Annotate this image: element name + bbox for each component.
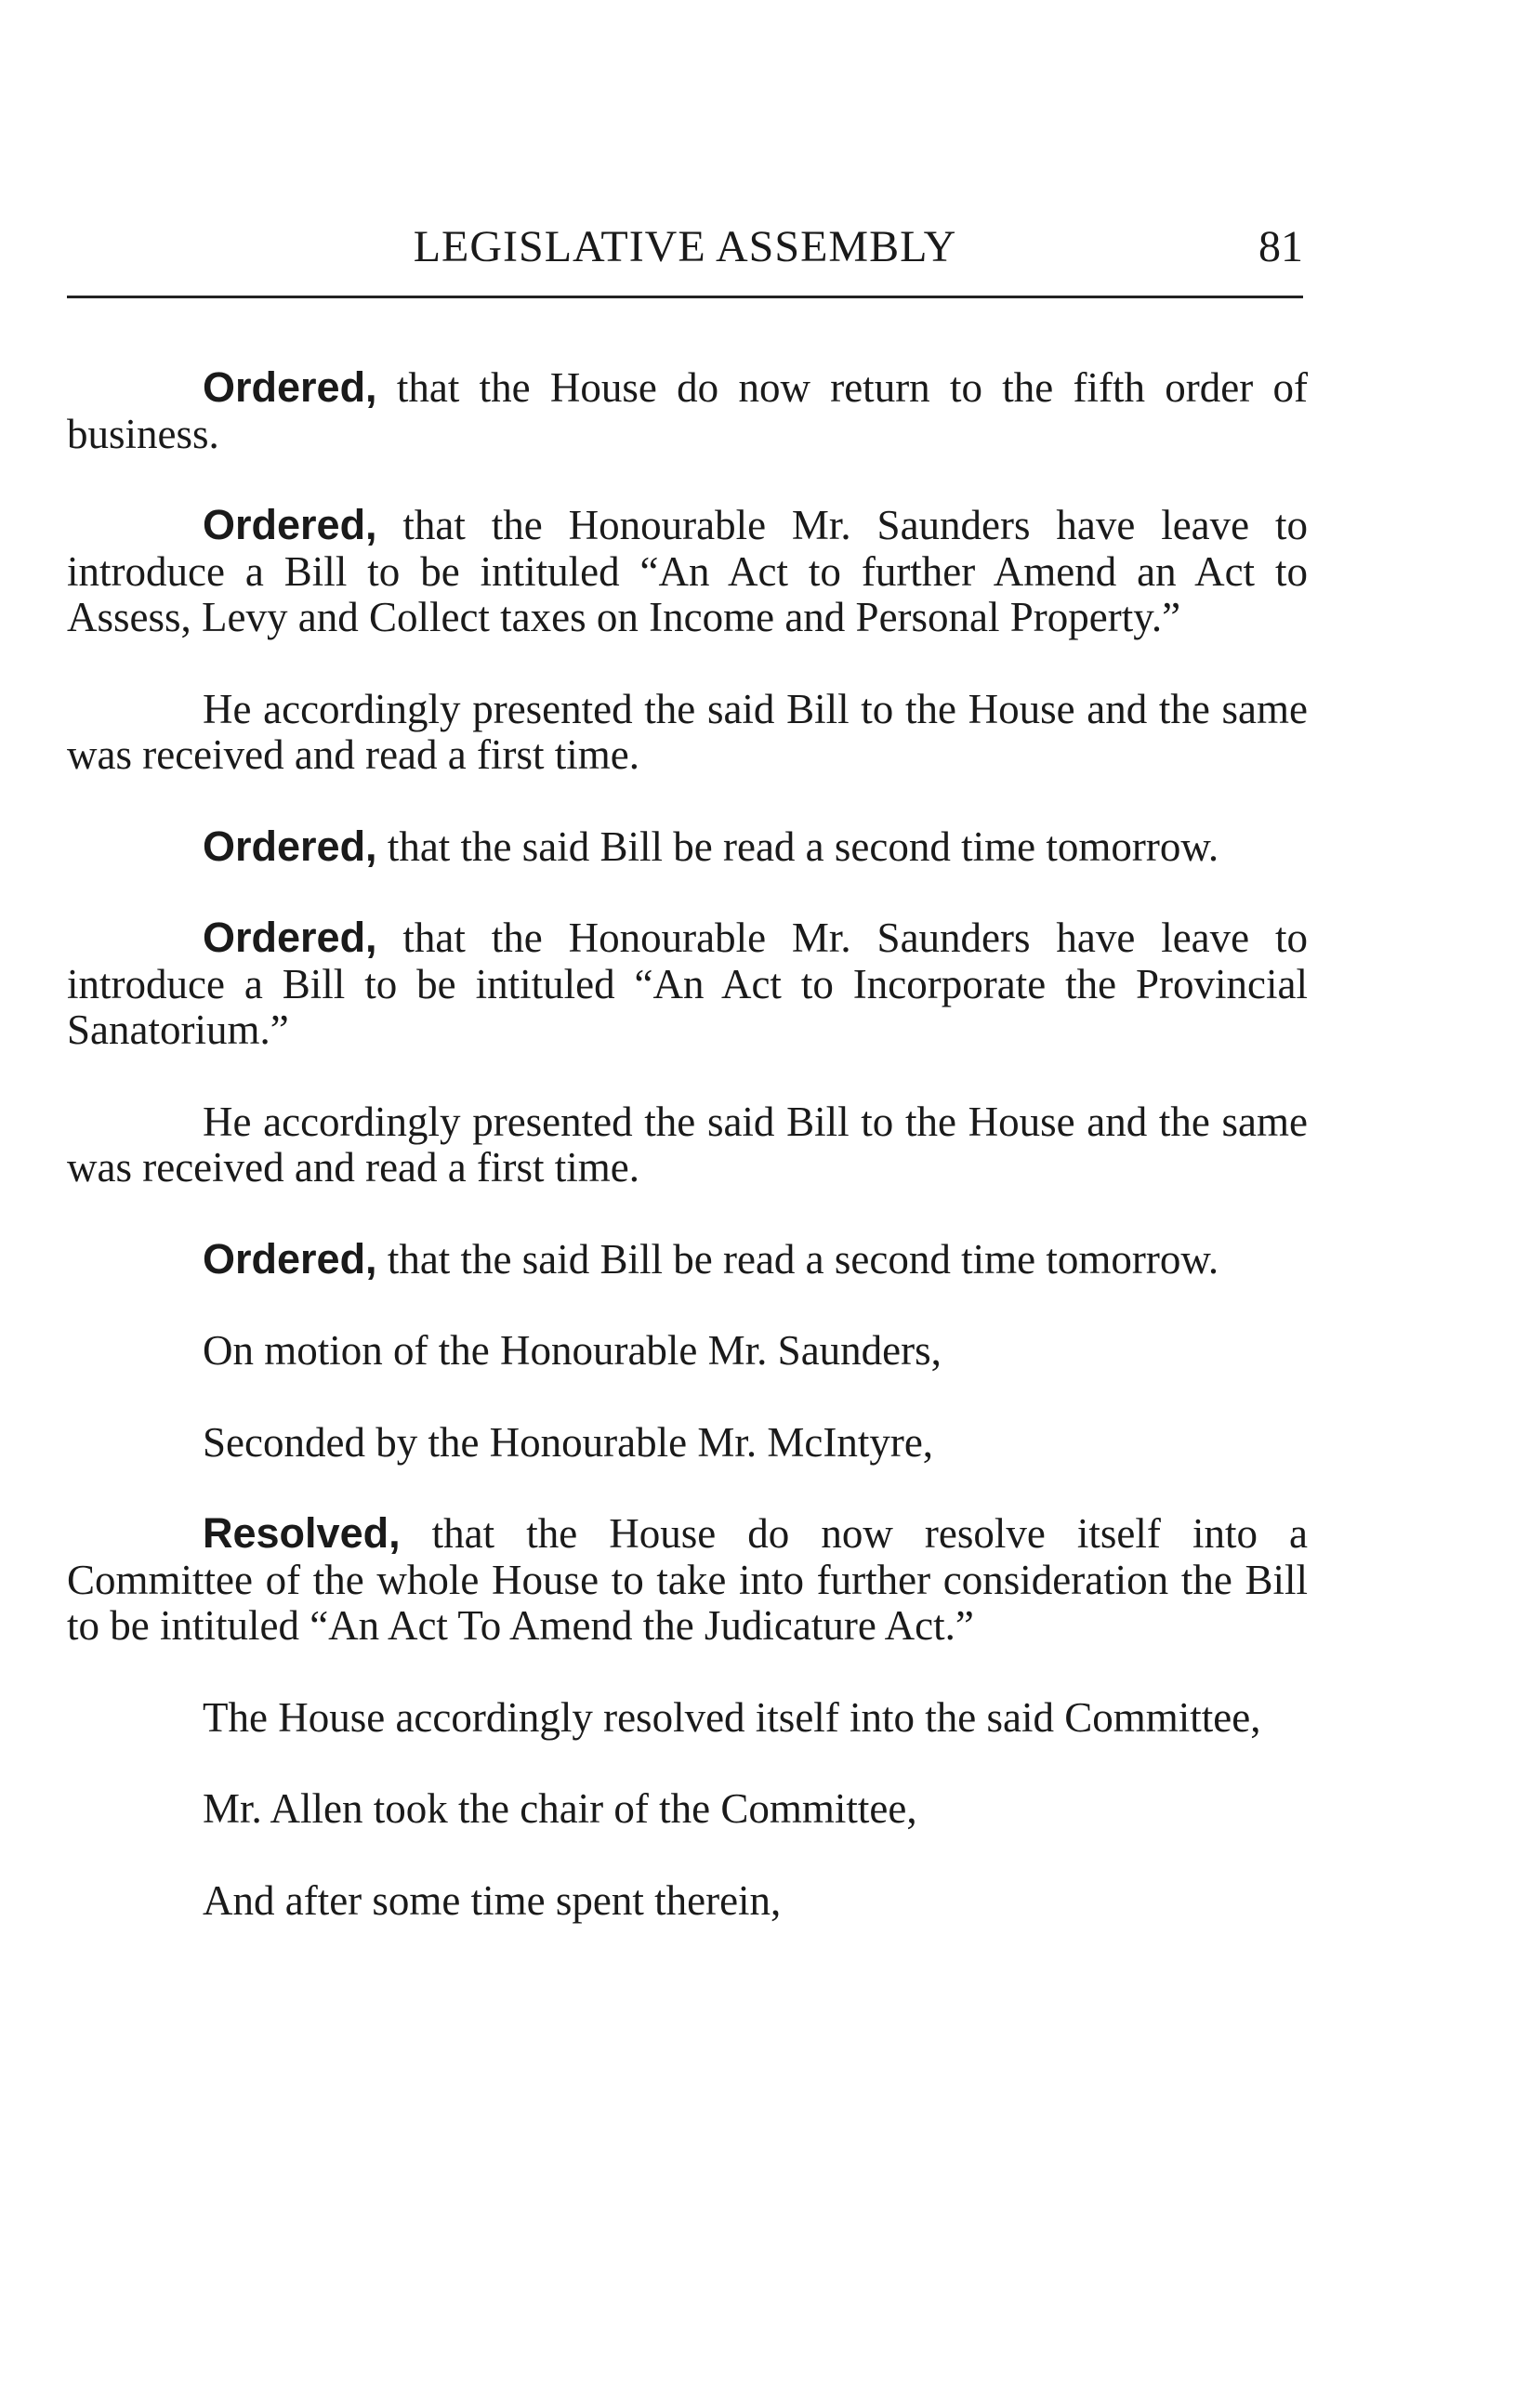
- paragraph: [67, 502, 1308, 641]
- paragraph: [67, 686, 1308, 779]
- paragraph-text: that the said Bill be read a second time tomorrow.: [376, 1235, 1219, 1283]
- paragraph-text: that the House do now return to the fifth order of business.: [67, 364, 1308, 457]
- paragraph-lead: Ordered,: [203, 501, 377, 548]
- paragraph-text: The House accordingly resolved itself into the said Committee,: [203, 1693, 1261, 1741]
- paragraph: [67, 1099, 1308, 1191]
- paragraph-text: On motion of the Honourable Mr. Saunders,: [203, 1327, 942, 1374]
- paragraph-text: He accordingly presented the said Bill to the House and the same was received and read a first time.: [67, 1098, 1308, 1191]
- paragraph-text: that the House do now resolve itself into a Committee of the whole House to take into further consideration the Bill to be intituled “An Act To Amend the Judicature Act.”: [67, 1510, 1308, 1649]
- paragraph: [67, 1419, 1308, 1467]
- paragraph-text: Seconded by the Honourable Mr. McIntyre,: [203, 1418, 934, 1466]
- paragraph-text: Mr. Allen took the chair of the Committee,: [203, 1785, 917, 1832]
- paragraph-text: He accordingly presented the said Bill to the House and the same was received and read a first time.: [67, 685, 1308, 778]
- page-header: [67, 216, 1303, 281]
- paragraph: [67, 1877, 1308, 1925]
- paragraph-lead: Ordered,: [203, 363, 377, 411]
- paragraph-text: And after some time spent therein,: [203, 1876, 782, 1924]
- paragraph-lead: Resolved,: [203, 1509, 401, 1557]
- paragraph-text: that the Honourable Mr. Saunders have leave to introduce a Bill to be intituled “An Act to further Amend an Act to Assess, Levy and Collect taxes on Income and Personal Property.”: [67, 502, 1308, 640]
- paragraph: [67, 1236, 1308, 1283]
- paragraph-lead: Ordered,: [203, 822, 377, 870]
- paragraph-text: that the said Bill be read a second time tomorrow.: [376, 822, 1219, 870]
- paragraph-text: that the Honourable Mr. Saunders have leave to introduce a Bill to be intituled “An Act to Incorporate the Provincial Sanatorium.”: [67, 915, 1308, 1053]
- body-text: [67, 364, 1308, 1968]
- paragraph: [67, 915, 1308, 1054]
- paragraph: [67, 1327, 1308, 1375]
- paragraph: [67, 1694, 1308, 1742]
- paragraph-lead: Ordered,: [203, 1234, 377, 1283]
- paragraph: [67, 823, 1308, 871]
- paragraph-lead: Ordered,: [203, 914, 377, 961]
- paragraph: [67, 1510, 1308, 1650]
- paragraph: [67, 1785, 1308, 1833]
- header-rule: [67, 296, 1303, 298]
- running-title: LEGISLATIVE ASSEMBLY: [413, 222, 957, 271]
- paragraph: [67, 364, 1308, 457]
- page-number: 81: [1258, 222, 1303, 271]
